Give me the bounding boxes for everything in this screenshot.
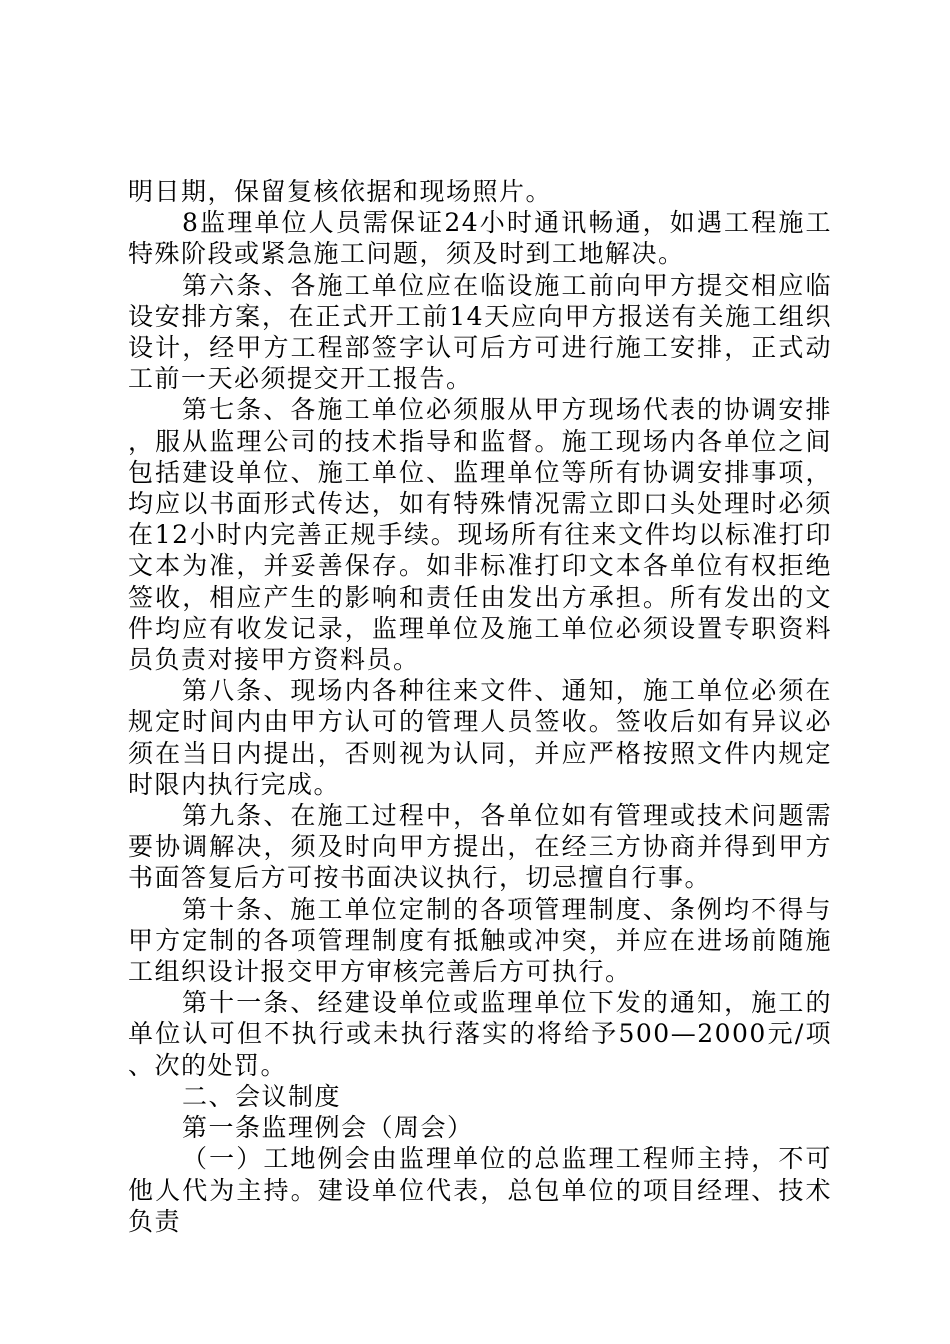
document-body — [128, 176, 832, 1237]
paragraph-item-1: （一）工地例会由监理单位的总监理工程师主持，不可他人代为主持。建设单位代表，总包单位的项目经理、技术负责 — [128, 1144, 832, 1236]
section-heading-meetings: 二、会议制度 — [182, 1081, 342, 1111]
paragraph-article-11: 第十一条、经建设单位或监理单位下发的通知，施工的单位认可但不执行或未执行落实的将给予500—2000元/项、次的处罚。 — [128, 988, 832, 1080]
paragraph-continuation: 明日期，保留复核依据和现场照片。 — [128, 177, 553, 206]
paragraph-article-7: 第七条、各施工单位必须服从甲方现场代表的协调安排，服从监理公司的技术指导和监督。施工现场内各单位之间包括建设单位、施工单位、监理单位等所有协调安排事项，均应以书面形式传达，如有特殊情况需立即口头处理时必须在12小时内完善正规手续。现场所有往来文件均以标准打印文本为准，并妥善保存。如非标准打印文本各单位有权拒绝签收，相应产生的影响和责任由发出方承担。所有发出的文件均应有收发记录，监理单位及施工单位必须设置专职资料员负责对接甲方资料员。 — [128, 395, 832, 675]
subsection-heading-weekly-meeting: 第一条监理例会（周会） — [182, 1113, 474, 1143]
paragraph-article-10: 第十条、施工单位定制的各项管理制度、条例均不得与甲方定制的各项管理制度有抵触或冲突，并应在进场前随施工组织设计报交甲方审核完善后方可执行。 — [128, 894, 832, 987]
paragraph-article-9: 第九条、在施工过程中，各单位如有管理或技术问题需要协调解决，须及时向甲方提出，在经三方协商并得到甲方书面答复后方可按书面决议执行，切忌擅自行事。 — [128, 801, 832, 893]
paragraph-article-8: 第八条、现场内各种往来文件、通知，施工单位必须在规定时间内由甲方认可的管理人员签收。签收后如有异议必须在当日内提出，否则视为认同，并应严格按照文件内规定时限内执行完成。 — [128, 676, 832, 799]
paragraph-article-6: 第六条、各施工单位应在临设施工前向甲方提交相应临设安排方案，在正式开工前14天应向甲方报送有关施工组织设计，经甲方工程部签字认可后方可进行施工安排，正式动工前一天必须提交开工报告。 — [128, 270, 832, 394]
paragraph-item-8: 8监理单位人员需保证24小时通讯畅通，如遇工程施工特殊阶段或紧急施工问题，须及时到工地解决。 — [128, 208, 832, 269]
